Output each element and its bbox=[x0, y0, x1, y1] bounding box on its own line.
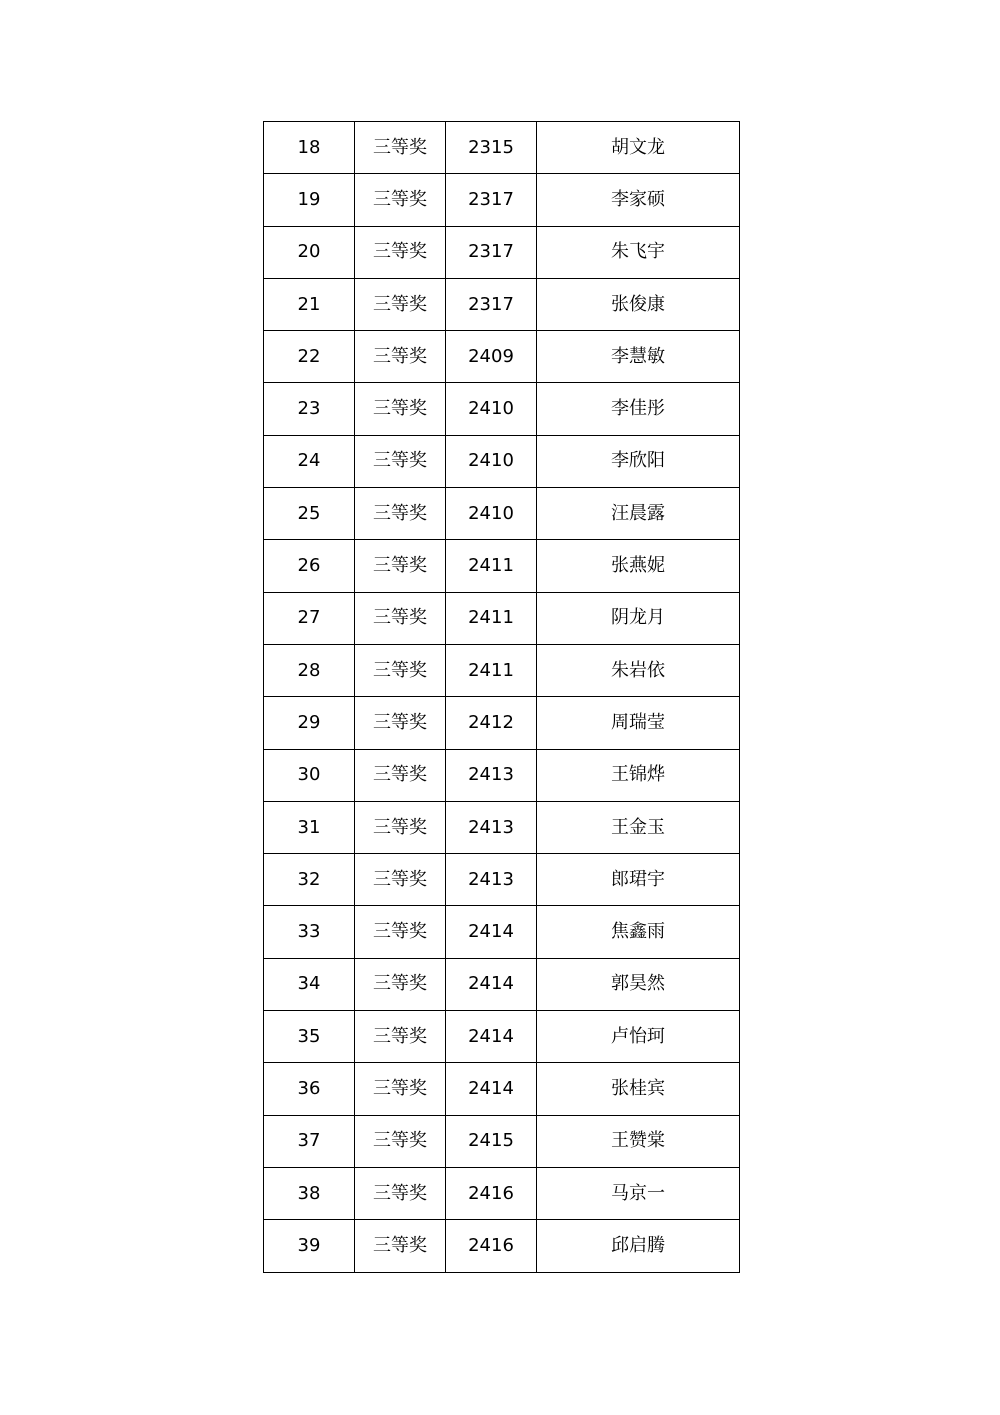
row-number-cell: 19 bbox=[264, 174, 355, 226]
student-name-cell: 周瑞莹 bbox=[537, 697, 740, 749]
award-level-cell: 三等奖 bbox=[355, 278, 446, 330]
row-number-cell: 21 bbox=[264, 278, 355, 330]
award-level-cell: 三等奖 bbox=[355, 644, 446, 696]
row-number-cell: 23 bbox=[264, 383, 355, 435]
student-name-cell: 李欣阳 bbox=[537, 435, 740, 487]
student-name-cell: 张俊康 bbox=[537, 278, 740, 330]
row-number-cell: 34 bbox=[264, 958, 355, 1010]
award-level-cell: 三等奖 bbox=[355, 1167, 446, 1219]
award-level-cell: 三等奖 bbox=[355, 958, 446, 1010]
class-number-cell: 2410 bbox=[446, 488, 537, 540]
row-number-cell: 26 bbox=[264, 540, 355, 592]
student-name-cell: 王金玉 bbox=[537, 801, 740, 853]
student-name-cell: 李慧敏 bbox=[537, 331, 740, 383]
student-name-cell: 张桂宾 bbox=[537, 1063, 740, 1115]
student-name-cell: 郭昊然 bbox=[537, 958, 740, 1010]
award-level-cell: 三等奖 bbox=[355, 854, 446, 906]
table-row bbox=[264, 854, 740, 906]
row-number-cell: 35 bbox=[264, 1011, 355, 1063]
row-number-cell: 25 bbox=[264, 488, 355, 540]
award-level-cell: 三等奖 bbox=[355, 1220, 446, 1272]
student-name-cell: 张燕妮 bbox=[537, 540, 740, 592]
row-number-cell: 39 bbox=[264, 1220, 355, 1272]
row-number-cell: 27 bbox=[264, 592, 355, 644]
class-number-cell: 2413 bbox=[446, 749, 537, 801]
student-name-cell: 邱启腾 bbox=[537, 1220, 740, 1272]
student-name-cell: 马京一 bbox=[537, 1167, 740, 1219]
student-name-cell: 胡文龙 bbox=[537, 122, 740, 174]
table-row bbox=[264, 1167, 740, 1219]
class-number-cell: 2411 bbox=[446, 644, 537, 696]
student-name-cell: 卢怡珂 bbox=[537, 1011, 740, 1063]
student-name-cell: 李家硕 bbox=[537, 174, 740, 226]
table-row bbox=[264, 697, 740, 749]
award-level-cell: 三等奖 bbox=[355, 174, 446, 226]
student-name-cell: 王赞棠 bbox=[537, 1115, 740, 1167]
table-row bbox=[264, 1115, 740, 1167]
table-row bbox=[264, 488, 740, 540]
award-level-cell: 三等奖 bbox=[355, 540, 446, 592]
row-number-cell: 29 bbox=[264, 697, 355, 749]
table-row bbox=[264, 435, 740, 487]
class-number-cell: 2315 bbox=[446, 122, 537, 174]
class-number-cell: 2416 bbox=[446, 1167, 537, 1219]
table-row bbox=[264, 383, 740, 435]
table-row bbox=[264, 331, 740, 383]
class-number-cell: 2413 bbox=[446, 854, 537, 906]
award-level-cell: 三等奖 bbox=[355, 1011, 446, 1063]
row-number-cell: 28 bbox=[264, 644, 355, 696]
table-row bbox=[264, 278, 740, 330]
class-number-cell: 2411 bbox=[446, 592, 537, 644]
award-level-cell: 三等奖 bbox=[355, 488, 446, 540]
table-row bbox=[264, 958, 740, 1010]
class-number-cell: 2414 bbox=[446, 906, 537, 958]
row-number-cell: 38 bbox=[264, 1167, 355, 1219]
row-number-cell: 24 bbox=[264, 435, 355, 487]
award-level-cell: 三等奖 bbox=[355, 122, 446, 174]
table-row bbox=[264, 1011, 740, 1063]
class-number-cell: 2415 bbox=[446, 1115, 537, 1167]
class-number-cell: 2411 bbox=[446, 540, 537, 592]
award-level-cell: 三等奖 bbox=[355, 1063, 446, 1115]
class-number-cell: 2414 bbox=[446, 1063, 537, 1115]
class-number-cell: 2410 bbox=[446, 435, 537, 487]
row-number-cell: 20 bbox=[264, 226, 355, 278]
student-name-cell: 王锦烨 bbox=[537, 749, 740, 801]
class-number-cell: 2317 bbox=[446, 278, 537, 330]
table-row bbox=[264, 174, 740, 226]
student-name-cell: 朱岩依 bbox=[537, 644, 740, 696]
table-row bbox=[264, 801, 740, 853]
row-number-cell: 30 bbox=[264, 749, 355, 801]
award-level-cell: 三等奖 bbox=[355, 383, 446, 435]
row-number-cell: 36 bbox=[264, 1063, 355, 1115]
class-number-cell: 2412 bbox=[446, 697, 537, 749]
table-row bbox=[264, 644, 740, 696]
award-level-cell: 三等奖 bbox=[355, 592, 446, 644]
class-number-cell: 2409 bbox=[446, 331, 537, 383]
class-number-cell: 2414 bbox=[446, 1011, 537, 1063]
row-number-cell: 33 bbox=[264, 906, 355, 958]
student-name-cell: 阴龙月 bbox=[537, 592, 740, 644]
table-row bbox=[264, 749, 740, 801]
award-level-cell: 三等奖 bbox=[355, 906, 446, 958]
table-row bbox=[264, 592, 740, 644]
table-row bbox=[264, 1063, 740, 1115]
award-level-cell: 三等奖 bbox=[355, 1115, 446, 1167]
table-row bbox=[264, 906, 740, 958]
student-name-cell: 汪晨露 bbox=[537, 488, 740, 540]
student-name-cell: 焦鑫雨 bbox=[537, 906, 740, 958]
table-row bbox=[264, 122, 740, 174]
award-table-body bbox=[264, 122, 740, 1273]
award-list-table bbox=[263, 121, 740, 1273]
class-number-cell: 2416 bbox=[446, 1220, 537, 1272]
row-number-cell: 32 bbox=[264, 854, 355, 906]
award-level-cell: 三等奖 bbox=[355, 435, 446, 487]
award-level-cell: 三等奖 bbox=[355, 801, 446, 853]
class-number-cell: 2413 bbox=[446, 801, 537, 853]
award-level-cell: 三等奖 bbox=[355, 749, 446, 801]
award-level-cell: 三等奖 bbox=[355, 331, 446, 383]
table-row bbox=[264, 1220, 740, 1272]
student-name-cell: 郎珺宇 bbox=[537, 854, 740, 906]
table-row bbox=[264, 226, 740, 278]
class-number-cell: 2410 bbox=[446, 383, 537, 435]
award-level-cell: 三等奖 bbox=[355, 697, 446, 749]
row-number-cell: 22 bbox=[264, 331, 355, 383]
class-number-cell: 2317 bbox=[446, 174, 537, 226]
class-number-cell: 2317 bbox=[446, 226, 537, 278]
class-number-cell: 2414 bbox=[446, 958, 537, 1010]
row-number-cell: 18 bbox=[264, 122, 355, 174]
student-name-cell: 李佳彤 bbox=[537, 383, 740, 435]
table-row bbox=[264, 540, 740, 592]
row-number-cell: 31 bbox=[264, 801, 355, 853]
student-name-cell: 朱飞宇 bbox=[537, 226, 740, 278]
award-level-cell: 三等奖 bbox=[355, 226, 446, 278]
row-number-cell: 37 bbox=[264, 1115, 355, 1167]
